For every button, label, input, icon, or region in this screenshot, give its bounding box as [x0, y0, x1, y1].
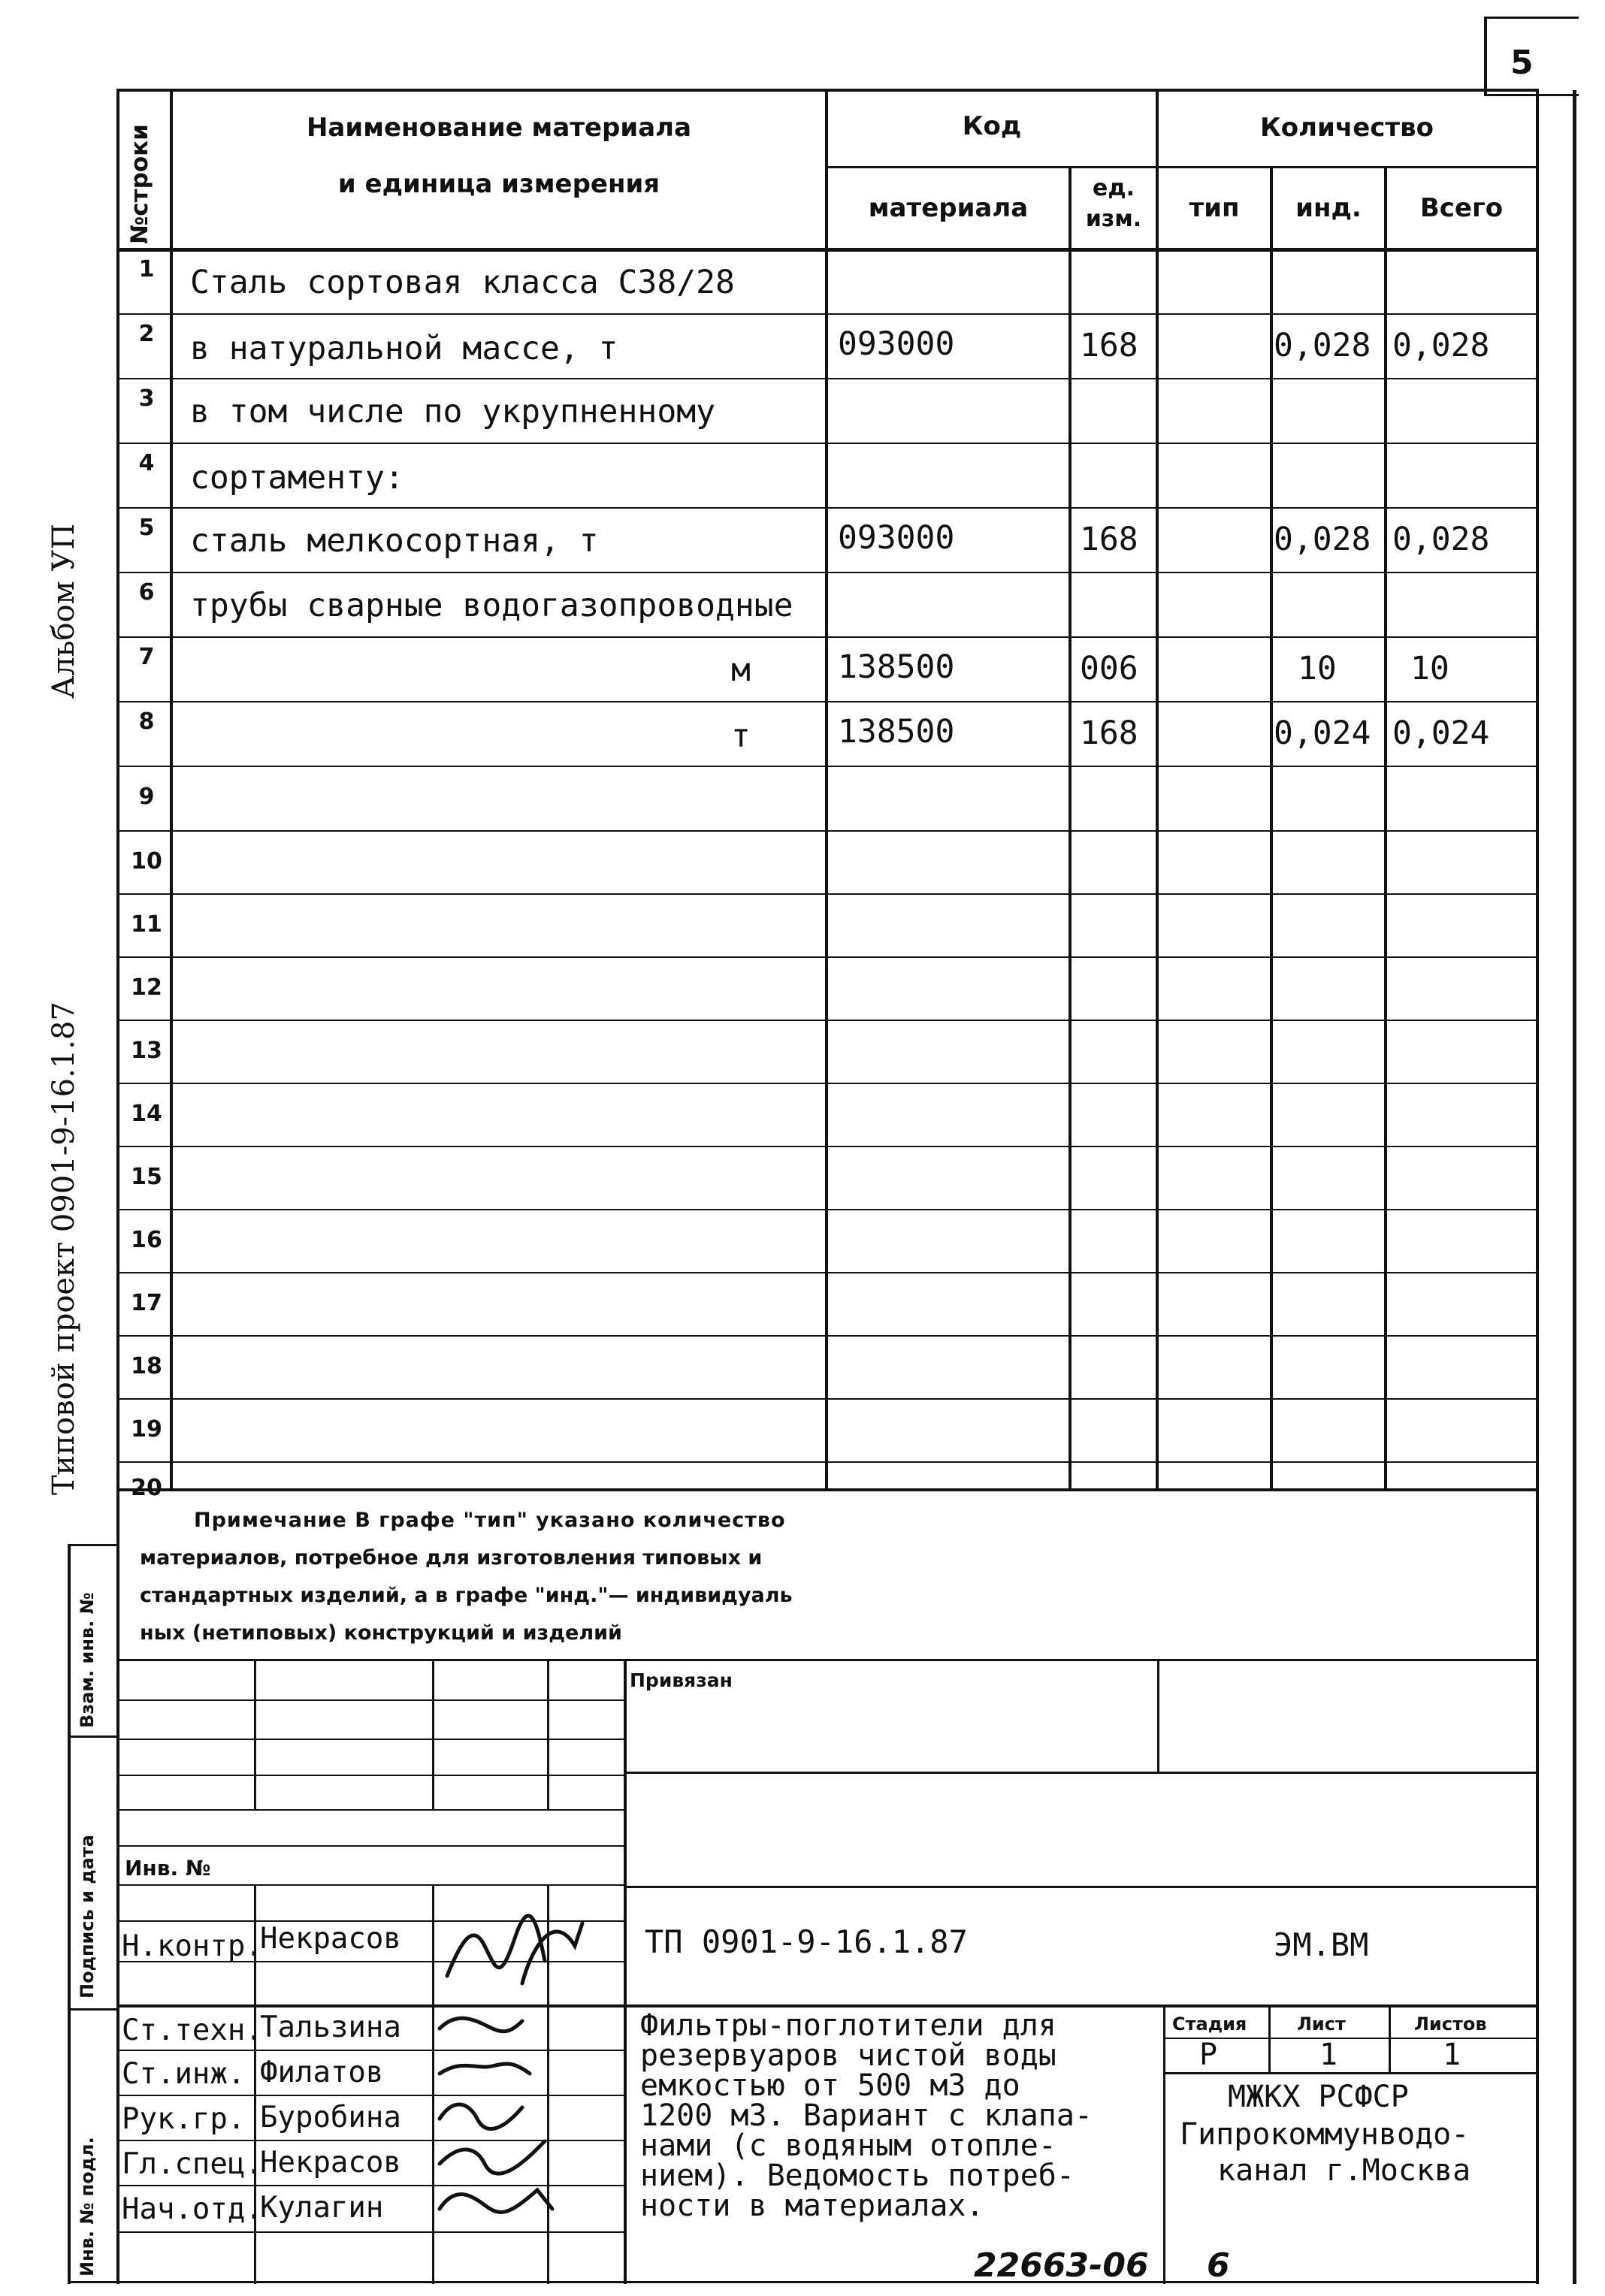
stamp-bottom-line [116, 2281, 1539, 2283]
table-row [116, 958, 1539, 1021]
stamp-col-f [1163, 2007, 1165, 2284]
row-name: сталь мелкосортная, т [190, 522, 599, 560]
stamp-row-3 [116, 1775, 624, 1776]
signer-role: Н.контр. [122, 1929, 263, 1963]
row-ind: 0,024 [1274, 714, 1371, 752]
row-unit: 168 [1080, 521, 1138, 558]
table-row [116, 895, 1539, 958]
header-ind: инд. [1295, 193, 1362, 223]
org-line-3: канал г.Москва [1217, 2153, 1471, 2188]
signature-scribbles [432, 1893, 624, 2284]
row-number: 11 [131, 911, 162, 938]
signature-mark [440, 2104, 522, 2128]
table-row [116, 509, 1539, 573]
stage-col-2 [1389, 2007, 1391, 2072]
row-number: 3 [138, 385, 155, 412]
code-quantity-divider [825, 166, 1539, 168]
table-row [116, 702, 1539, 767]
signer-name: Некрасов [260, 1922, 401, 1956]
left-strip-div-2 [68, 2008, 119, 2011]
header-unit-2: изм. [1085, 206, 1142, 232]
title-line: емкостью от 500 м3 до [640, 2068, 1020, 2103]
row-code: 138500 [838, 713, 955, 751]
stamp-col-c [547, 1659, 549, 1809]
page-number: 5 [1510, 44, 1534, 82]
stage-row-line-1 [1163, 2038, 1539, 2039]
signer-role: Гл.спец. [122, 2147, 263, 2181]
left-strip-podpis: Подпись и дата [77, 1835, 98, 1998]
sheets-value: 1 [1443, 2038, 1461, 2072]
signature-mark [440, 2190, 552, 2213]
stamp-doc-code: ТП 0901-9-16.1.87 [645, 1923, 968, 1960]
left-strip-bottom [68, 2281, 119, 2283]
org-line-2: Гипрокоммунводо- [1180, 2117, 1470, 2152]
stamp-col-d [624, 1659, 627, 2284]
stamp-mid-line [624, 1772, 1539, 1774]
row-number: 13 [131, 1038, 162, 1064]
side-project-label: Типовой проект 0901-9-16.1.87 [47, 1001, 81, 1495]
header-code: Код [962, 111, 1022, 141]
table-row [116, 1400, 1539, 1463]
table-row [116, 379, 1539, 444]
row-number: 14 [131, 1101, 162, 1127]
stamp-doc-mark: ЭМ.ВМ [1274, 1926, 1369, 1963]
stamp-doc-line-top [624, 1886, 1539, 1888]
stamp-row-4 [116, 1809, 624, 1811]
row-total: 0,024 [1392, 714, 1490, 752]
row-name: в натуральной массе, т [190, 330, 618, 367]
table-row [116, 1021, 1539, 1084]
row-ind: 0,028 [1274, 521, 1371, 558]
table-row [116, 573, 1539, 638]
sheets-label: Листов [1414, 2014, 1487, 2035]
stamp-row-6 [116, 1884, 624, 1886]
left-strip-vzam: Взам. инв. № [77, 1592, 98, 1728]
row-name: сортаменту: [190, 459, 404, 497]
signer-role: Ст.техн. [122, 2014, 263, 2047]
row-number: 12 [131, 974, 162, 1001]
table-row [116, 1084, 1539, 1147]
signer-name: Некрасов [260, 2146, 401, 2180]
row-number: 7 [138, 644, 155, 670]
row-number: 17 [131, 1290, 162, 1316]
note-line-3: стандартных изделий, а в графе "инд."— индивидуаль [140, 1584, 793, 1607]
row-name: Сталь сортовая класса С38/28 [190, 264, 735, 301]
right-border [1573, 90, 1576, 2284]
row-number: 6 [138, 579, 155, 606]
row-total: 10 [1410, 650, 1449, 687]
table-row [116, 250, 1539, 315]
row-number: 4 [138, 450, 155, 476]
title-line: нами (с водяным отопле- [640, 2128, 1056, 2163]
stamp-col-a [254, 1659, 256, 1809]
title-line: 1200 м3. Вариант с клапа- [640, 2098, 1093, 2133]
signer-name: Филатов [260, 2056, 384, 2089]
header-type: тип [1189, 193, 1240, 223]
sheet-value: 1 [1319, 2038, 1338, 2072]
org-line-1: МЖКХ РСФСР [1228, 2080, 1409, 2114]
table-row [116, 1210, 1539, 1273]
stage-row-line-2 [1163, 2072, 1539, 2074]
signature-mark [522, 1923, 582, 1983]
row-ind: 10 [1298, 650, 1337, 687]
side-album-label: Альбом УП [47, 523, 81, 699]
stamp-privyazan: Привязан [630, 1669, 733, 1691]
table-row [116, 1337, 1539, 1400]
stamp-doc-line-bottom [116, 2004, 1539, 2007]
table-row [116, 767, 1539, 832]
sheet-label: Лист [1297, 2014, 1346, 2035]
header-rownum: №строки [126, 124, 153, 244]
row-name: м [731, 651, 751, 689]
row-number: 10 [131, 848, 162, 875]
table-row [116, 638, 1539, 702]
note-line-1: Примечание В графе "тип" указано количество [194, 1509, 786, 1532]
header-name-1: Наименование материала [306, 113, 692, 143]
row-unit: 006 [1080, 650, 1138, 687]
row-name: в том числе по укрупненному [190, 393, 715, 430]
signature-mark [440, 2141, 545, 2174]
note-line-2: материалов, потребное для изготовления типовых и [140, 1546, 763, 1569]
row-number: 15 [131, 1164, 162, 1190]
signer-role: Ст.инж. [122, 2057, 246, 2091]
row-number: 1 [138, 256, 155, 282]
signature-mark [440, 2064, 530, 2074]
title-line: Фильтры-поглотители для [640, 2008, 1056, 2043]
stage-col-1 [1268, 2007, 1271, 2072]
table-row [116, 315, 1539, 379]
row-number: 8 [138, 708, 155, 735]
header-unit-1: ед. [1093, 175, 1135, 201]
signer-role: Нач.отд. [122, 2192, 263, 2226]
title-line: ности в материалах. [640, 2189, 984, 2223]
row-unit: 168 [1080, 714, 1138, 752]
footer-number: 22663-06 [974, 2246, 1149, 2285]
row-name: т [731, 718, 751, 755]
row-code: 138500 [838, 648, 955, 686]
table-row [116, 444, 1539, 509]
table-row [116, 1463, 1539, 1515]
row-number: 2 [138, 321, 155, 347]
note-line-4: ных (нетиповых) конструкций и изделий [140, 1621, 622, 1645]
signer-role: Рук.гр. [122, 2102, 246, 2136]
stamp-row-1 [116, 1699, 624, 1701]
row-ind: 0,028 [1274, 327, 1371, 364]
title-line: резервуаров чистой воды [640, 2038, 1056, 2073]
lower-frame-left [116, 1491, 119, 2284]
row-code: 093000 [838, 519, 955, 557]
left-strip-inv-podl: Инв. № подл. [77, 2137, 98, 2276]
stage-value: Р [1199, 2038, 1218, 2072]
stamp-col-b [432, 1659, 434, 1809]
header-name-2: и единица измерения [337, 169, 660, 199]
title-line: нием). Ведомость потреб- [640, 2159, 1075, 2193]
header-quantity: Количество [1259, 113, 1434, 143]
stamp-row-2 [116, 1739, 624, 1740]
row-unit: 168 [1080, 327, 1138, 364]
row-number: 5 [138, 515, 155, 541]
table-rows [116, 250, 1539, 1515]
row-number: 9 [138, 784, 155, 810]
left-strip-outer [68, 1544, 71, 2284]
footer-sheet: 6 [1207, 2246, 1230, 2285]
stage-label: Стадия [1172, 2014, 1247, 2035]
table-row [116, 1273, 1539, 1337]
row-number: 16 [131, 1227, 162, 1253]
stamp-inv-no: Инв. № [125, 1856, 211, 1881]
table-row [116, 1147, 1539, 1210]
stamp-row-5 [116, 1845, 624, 1847]
row-number: 18 [131, 1353, 162, 1379]
signer-name: Буробина [260, 2101, 401, 2134]
left-strip-div-1 [68, 1736, 119, 1738]
row-total: 0,028 [1392, 327, 1490, 364]
signer-name: Кулагин [260, 2191, 384, 2225]
row-number: 20 [131, 1475, 162, 1501]
row-code: 093000 [838, 325, 955, 363]
stamp-top-line [116, 1659, 1539, 1661]
header-material: материала [868, 193, 1029, 223]
table-row [116, 832, 1539, 895]
header-total: Всего [1419, 193, 1504, 223]
row-name: трубы сварные водогазопроводные [190, 587, 793, 624]
signature-mark [447, 1916, 545, 1976]
stamp-col-e [1157, 1659, 1159, 1772]
row-number: 19 [131, 1416, 162, 1443]
row-total: 0,028 [1392, 521, 1490, 558]
signature-mark [440, 2018, 522, 2032]
left-strip-top [68, 1544, 119, 1546]
signer-name: Тальзина [260, 2011, 401, 2044]
